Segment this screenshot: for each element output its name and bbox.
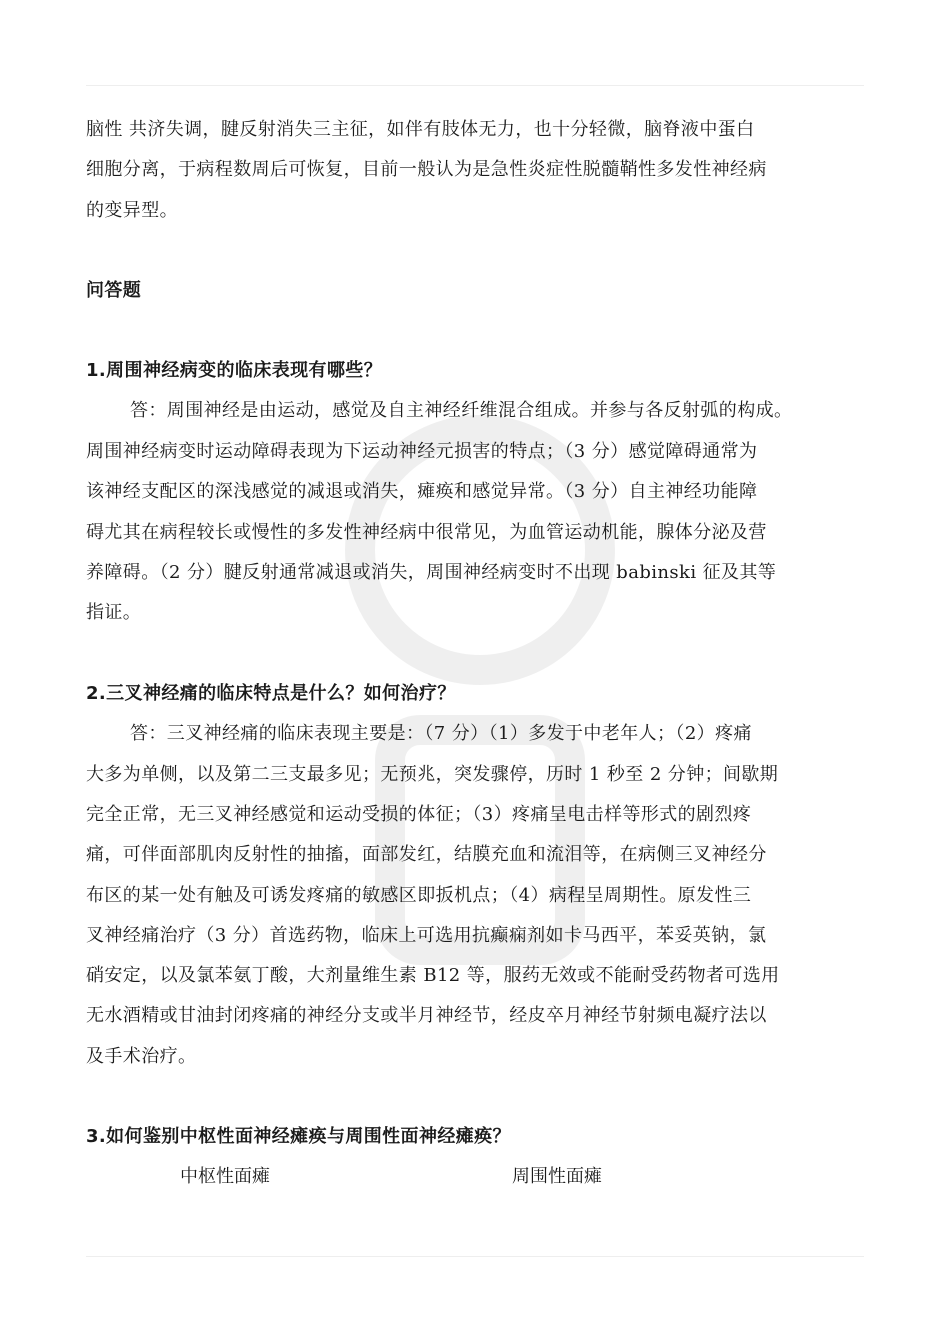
section-title: 问答题 <box>86 280 142 301</box>
question-title: 2.三叉神经痛的临床特点是什么？如何治疗？ <box>86 683 456 704</box>
answer-line: 叉神经痛治疗（3 分）首选药物，临床上可选用抗癫痫剂如卡马西平，苯妥英钠，氯 <box>86 925 767 946</box>
answer-line: 硝安定，以及氯苯氨丁酸，大剂量维生素 B12 等，服药无效或不能耐受药物者可选用 <box>86 965 780 986</box>
answer-line: 痛，可伴面部肌肉反射性的抽搐，面部发红，结膜充血和流泪等，在病侧三叉神经分 <box>86 844 767 865</box>
answer-line: 完全正常，无三叉神经感觉和运动受损的体征；（3）疼痛呈电击样等形式的剧烈疼 <box>86 804 752 825</box>
answer-line: 周围神经病变时运动障碍表现为下运动神经元损害的特点；（3 分）感觉障碍通常为 <box>86 441 758 462</box>
answer-line: 碍尤其在病程较长或慢性的多发性神经病中很常见，为血管运动机能，腺体分泌及营 <box>86 522 767 543</box>
table-header-peripheral: 周围性面瘫 <box>512 1166 602 1187</box>
answer-line: 该神经支配区的深浅感觉的减退或消失，瘫痪和感觉异常。（3 分）自主神经功能障 <box>86 481 758 502</box>
footer-rule <box>86 1256 864 1257</box>
intro-line: 的变异型。 <box>86 200 178 221</box>
intro-line: 细胞分离，于病程数周后可恢复，目前一般认为是急性炎症性脱髓鞘性多发性神经病 <box>86 159 767 180</box>
answer-line: 布区的某一处有触及可诱发疼痛的敏感区即扳机点；（4）病程呈周期性。原发性三 <box>86 885 752 906</box>
question-title: 3.如何鉴别中枢性面神经瘫痪与周围性面神经瘫痪？ <box>86 1126 511 1147</box>
header-rule <box>86 85 864 86</box>
answer-line: 答：周围神经是由运动，感觉及自主神经纤维混合组成。并参与各反射弧的构成。 <box>130 400 793 421</box>
answer-line: 及手术治疗。 <box>86 1046 197 1067</box>
answer-line: 无水酒精或甘油封闭疼痛的神经分支或半月神经节，经皮卒月神经节射频电凝疗法以 <box>86 1005 767 1026</box>
intro-line: 脑性 共济失调，腱反射消失三主征，如伴有肢体无力，也十分轻微，脑脊液中蛋白 <box>86 119 755 140</box>
answer-line: 指证。 <box>86 602 142 623</box>
answer-line: 养障碍。（2 分）腱反射通常减退或消失，周围神经病变时不出现 babinski 征及其等 <box>86 562 777 583</box>
question-title: 1.周围神经病变的临床表现有哪些？ <box>86 360 383 381</box>
table-header-central: 中枢性面瘫 <box>180 1166 270 1187</box>
answer-line: 答：三叉神经痛的临床表现主要是：（7 分）（1）多发于中老年人；（2）疼痛 <box>130 723 752 744</box>
answer-line: 大多为单侧，以及第二三支最多见；无预兆，突发骤停，历时 1 秒至 2 分钟；间歇期 <box>86 764 779 785</box>
